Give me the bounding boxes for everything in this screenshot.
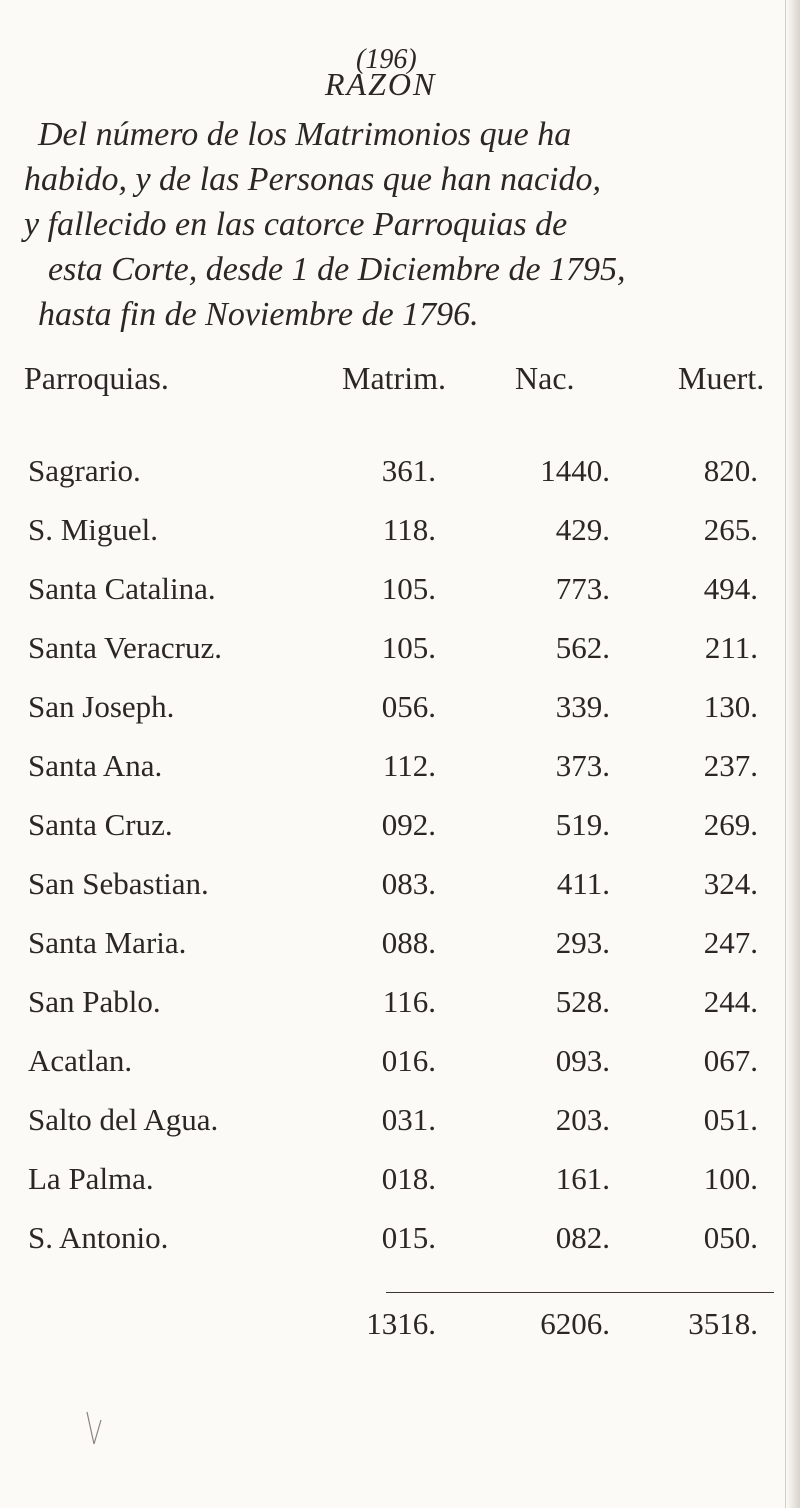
marriages-value: 092. <box>381 807 436 842</box>
table-row <box>0 807 786 847</box>
marriages-value: 016. <box>381 1043 436 1078</box>
total-marriages: 1316. <box>366 1306 436 1341</box>
intro-line: hasta fin de Noviembre de 1796. <box>38 296 479 333</box>
table-row <box>0 984 786 1024</box>
intro-line: Del número de los Matrimonios que ha <box>38 116 572 153</box>
table-row <box>0 512 786 552</box>
deaths-value: 237. <box>703 748 758 783</box>
totals-divider <box>386 1292 774 1293</box>
header-parish: Parroquias. <box>24 360 169 396</box>
header-marriages: Matrim. <box>342 360 446 396</box>
table-row <box>0 1102 786 1142</box>
parish-name: Sagrario. <box>28 453 141 488</box>
parish-name: Santa Maria. <box>28 925 187 960</box>
marriages-value: 083. <box>381 866 436 901</box>
deaths-value: 265. <box>703 512 758 547</box>
table-row <box>0 748 786 788</box>
births-value: 339. <box>555 689 610 724</box>
table-row <box>0 689 786 729</box>
table-row <box>0 453 786 493</box>
total-deaths: 3518. <box>688 1306 758 1341</box>
table-row <box>0 866 786 906</box>
deaths-value: 244. <box>703 984 758 1019</box>
page-number: (196) <box>356 44 417 75</box>
marriages-value: 105. <box>381 571 436 606</box>
deaths-value: 247. <box>703 925 758 960</box>
marriages-value: 056. <box>381 689 436 724</box>
parish-name: San Joseph. <box>28 689 175 724</box>
deaths-value: 324. <box>703 866 758 901</box>
parish-name: Santa Ana. <box>28 748 163 783</box>
parish-name: San Pablo. <box>28 984 161 1019</box>
deaths-value: 100. <box>703 1161 758 1196</box>
parish-name: San Sebastian. <box>28 866 209 901</box>
parish-name: Santa Cruz. <box>28 807 173 842</box>
deaths-value: 051. <box>703 1102 758 1137</box>
births-value: 519. <box>555 807 610 842</box>
marriages-value: 118. <box>382 512 436 547</box>
births-value: 293. <box>555 925 610 960</box>
parish-name: S. Antonio. <box>28 1220 169 1255</box>
parish-name: Salto del Agua. <box>28 1102 219 1137</box>
births-value: 562. <box>555 630 610 665</box>
marriages-value: 018. <box>381 1161 436 1196</box>
deaths-value: 067. <box>703 1043 758 1078</box>
page-edge <box>785 0 800 1508</box>
births-value: 429. <box>555 512 610 547</box>
pencil-check-mark <box>86 1410 102 1448</box>
parish-name: Acatlan. <box>28 1043 133 1078</box>
births-value: 373. <box>555 748 610 783</box>
table-row <box>0 1161 786 1201</box>
deaths-value: 211. <box>704 630 758 665</box>
intro-line: esta Corte, desde 1 de Diciembre de 1795, <box>48 251 626 288</box>
marriages-value: 015. <box>381 1220 436 1255</box>
page-title: RAZON <box>325 66 437 102</box>
parish-name: Santa Veracruz. <box>28 630 222 665</box>
parish-name: S. Miguel. <box>28 512 159 547</box>
header-deaths: Muert. <box>678 360 765 396</box>
intro-line: habido, y de las Personas que han nacido, <box>24 161 601 198</box>
births-value: 1440. <box>540 453 610 488</box>
intro-line: y fallecido en las catorce Parroquias de <box>24 206 568 243</box>
table-row <box>0 630 786 670</box>
marriages-value: 031. <box>381 1102 436 1137</box>
births-value: 082. <box>555 1220 610 1255</box>
deaths-value: 820. <box>703 453 758 488</box>
totals-row <box>0 1306 786 1346</box>
births-value: 203. <box>555 1102 610 1137</box>
deaths-value: 494. <box>703 571 758 606</box>
deaths-value: 050. <box>703 1220 758 1255</box>
marriages-value: 361. <box>381 453 436 488</box>
total-births: 6206. <box>540 1306 610 1341</box>
header-births: Nac. <box>515 360 575 396</box>
births-value: 093. <box>555 1043 610 1078</box>
table-row <box>0 571 786 611</box>
deaths-value: 130. <box>703 689 758 724</box>
births-value: 773. <box>555 571 610 606</box>
table-row <box>0 925 786 965</box>
parish-name: Santa Catalina. <box>28 571 216 606</box>
table-row <box>0 1043 786 1083</box>
births-value: 411. <box>556 866 610 901</box>
marriages-value: 088. <box>381 925 436 960</box>
marriages-value: 105. <box>381 630 436 665</box>
parish-name: La Palma. <box>28 1161 154 1196</box>
births-value: 528. <box>555 984 610 1019</box>
deaths-value: 269. <box>703 807 758 842</box>
table-row <box>0 1220 786 1260</box>
table-header <box>0 360 786 400</box>
marriages-value: 112. <box>382 748 436 783</box>
births-value: 161. <box>555 1161 610 1196</box>
marriages-value: 116. <box>382 984 436 1019</box>
